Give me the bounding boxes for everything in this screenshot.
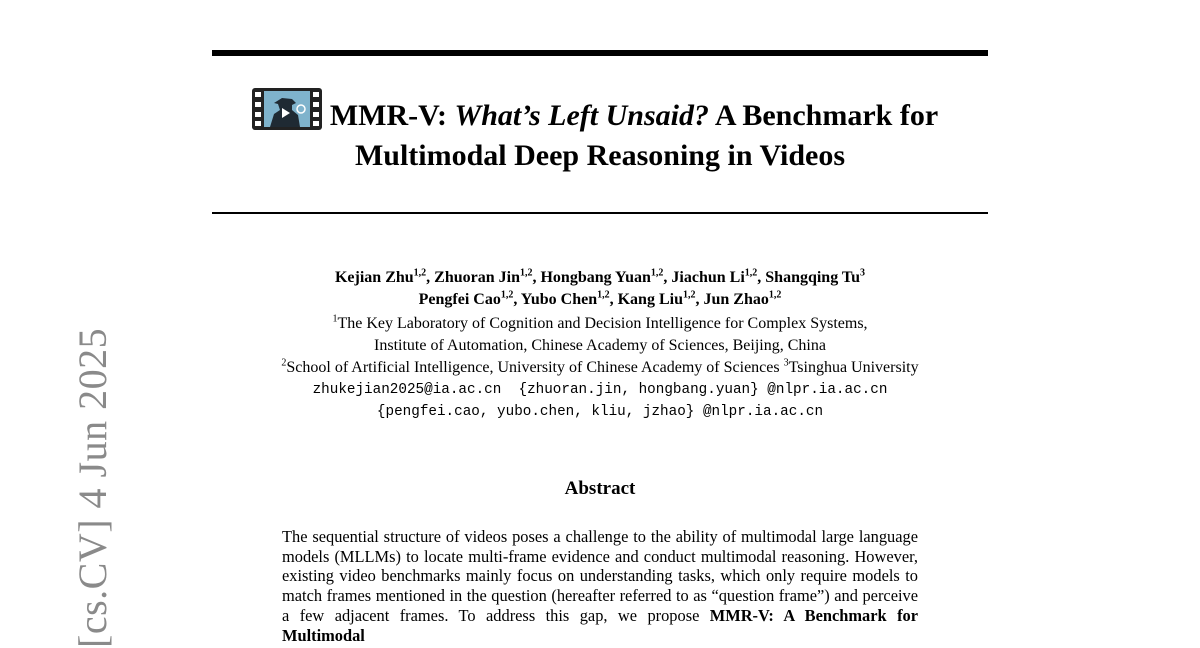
- title-line-2: Multimodal Deep Reasoning in Videos: [354, 139, 846, 172]
- author-affiliation-marker: 3: [860, 267, 866, 279]
- author: Hongbang Yuan$^{1,2}$: [540, 267, 664, 286]
- author: Pengfei Cao$^{1,2}$: [418, 289, 514, 308]
- author-list: [212, 267, 988, 311]
- author: Jun Zhao$^{1,2}$: [703, 289, 782, 308]
- author-line-1: Kejian Zhu$^{1,2}$, Zhuoran Jin$^{1,2}$, Hongbang Yuan$^{1,2}$, Jiachun Li$^{1,2}$, Shangqing Tu$^3$: [334, 267, 866, 286]
- paper-title: MMR-V: What’s Left Unsaid? A Benchmark for Multimodal Deep Reasoning in Videos: [212, 94, 988, 175]
- author-affiliation-marker: 1,2: [650, 267, 664, 279]
- affiliations: $^1$The Key Laboratory of Cognition and Decision Intelligence for Complex Systems, Institute of Automation, Chinese Academy of Sciences, Beijing, China $^2$School of Artificial Intelligence, University of Chinese Academy of Sciences $^3$Tsinghua University zhukejian2025@ia.ac.cn {zhuoran.jin, hongbang.yuan} @nlpr.ia.ac.cn {pengfei.cao, yubo.chen, kliu, jzhao} @nlpr.ia.ac.cn: [150, 313, 1050, 423]
- video-detective-icon: [252, 88, 322, 130]
- top-rule: [212, 50, 988, 56]
- author-affiliation-marker: 1,2: [413, 267, 427, 279]
- arxiv-stamp: [cs.CV] 4 Jun 2025: [70, 327, 115, 648]
- email-line-2: {pengfei.cao, yubo.chen, kliu, jzhao} @nlpr.ia.ac.cn: [376, 404, 824, 420]
- author-affiliation-marker: 1,2: [744, 267, 758, 279]
- author-affiliation-marker: 1,2: [597, 289, 610, 301]
- author: Zhuoran Jin$^{1,2}$: [434, 267, 533, 286]
- author-affiliation-marker: 1,2: [500, 289, 514, 301]
- title-rule: [212, 212, 988, 214]
- author-affiliation-marker: 1,2: [519, 267, 533, 279]
- author: Kang Liu$^{1,2}$: [617, 289, 696, 308]
- author-affiliation-marker: 1,2: [768, 289, 782, 301]
- abstract-body: The sequential structure of videos poses a challenge to the ability of multimodal large language models (MLLMs) to locate multi-frame evidence and conduct multimodal reasoning. However, existing video benchmarks mainly focus on understanding tasks, which only require models to match frames mentioned in the question (hereafter referred to as “question frame”) and perceive a few adjacent frames. To address this gap, we propose MMR-V: A Benchmark for Multimodal: [282, 527, 918, 645]
- email-line-1: zhukejian2025@ia.ac.cn {zhuoran.jin, hongbang.yuan} @nlpr.ia.ac.cn: [312, 382, 888, 398]
- author: Kejian Zhu$^{1,2}$: [334, 267, 427, 286]
- author: Yubo Chen$^{1,2}$: [520, 289, 610, 308]
- abstract-heading: Abstract: [564, 478, 636, 499]
- author-affiliation-marker: 1,2: [682, 289, 696, 301]
- author: Shangqing Tu$^3$: [765, 267, 866, 286]
- author: Jiachun Li$^{1,2}$: [671, 267, 758, 286]
- author-line-2: Pengfei Cao$^{1,2}$, Yubo Chen$^{1,2}$, Kang Liu$^{1,2}$, Jun Zhao$^{1,2}$: [418, 289, 782, 308]
